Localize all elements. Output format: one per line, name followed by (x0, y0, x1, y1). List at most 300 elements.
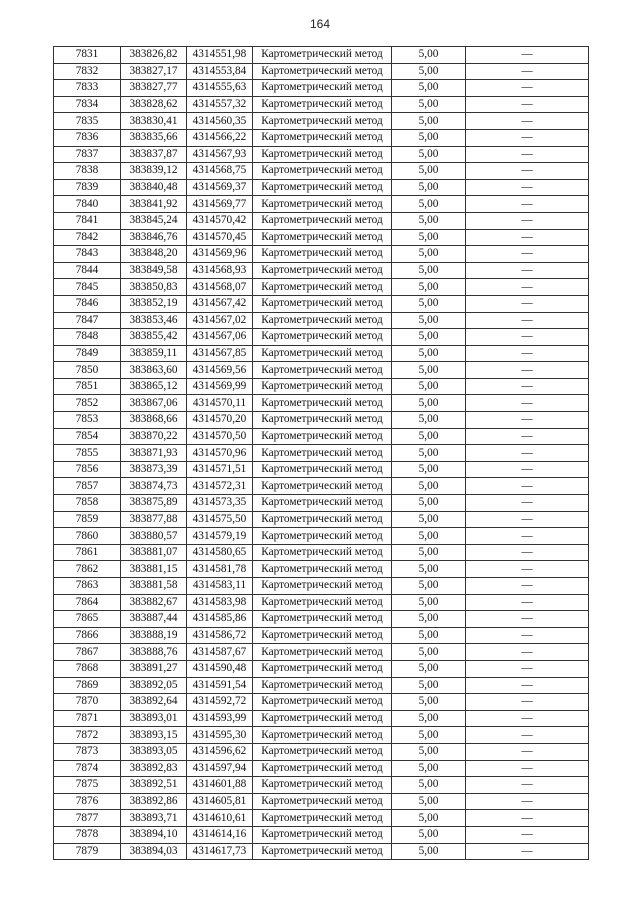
accuracy-cell: 5,00 (392, 793, 466, 810)
x-coordinate-cell: 383840,48 (121, 179, 187, 196)
point-number-cell: 7858 (54, 495, 121, 512)
x-coordinate-cell: 383871,93 (121, 445, 187, 462)
y-coordinate-cell: 4314569,56 (187, 362, 253, 379)
method-cell: Картометрический метод (253, 810, 392, 827)
point-number-cell: 7843 (54, 246, 121, 263)
accuracy-cell: 5,00 (392, 212, 466, 229)
method-cell: Картометрический метод (253, 445, 392, 462)
table-row (54, 677, 589, 694)
table-row (54, 163, 589, 180)
note-cell: — (466, 47, 589, 64)
table-row (54, 826, 589, 843)
y-coordinate-cell: 4314571,51 (187, 461, 253, 478)
table-row (54, 793, 589, 810)
point-number-cell: 7877 (54, 810, 121, 827)
note-cell: — (466, 295, 589, 312)
note-cell: — (466, 312, 589, 329)
x-coordinate-cell: 383827,17 (121, 63, 187, 80)
table-row (54, 578, 589, 595)
accuracy-cell: 5,00 (392, 163, 466, 180)
note-cell: — (466, 627, 589, 644)
method-cell: Картометрический метод (253, 262, 392, 279)
method-cell: Картометрический метод (253, 163, 392, 180)
table-row (54, 528, 589, 545)
accuracy-cell: 5,00 (392, 710, 466, 727)
note-cell: — (466, 113, 589, 130)
note-cell: — (466, 826, 589, 843)
y-coordinate-cell: 4314553,84 (187, 63, 253, 80)
method-cell: Картометрический метод (253, 246, 392, 263)
point-number-cell: 7840 (54, 196, 121, 213)
method-cell: Картометрический метод (253, 461, 392, 478)
x-coordinate-cell: 383850,83 (121, 279, 187, 296)
accuracy-cell: 5,00 (392, 578, 466, 595)
x-coordinate-cell: 383892,51 (121, 777, 187, 794)
x-coordinate-cell: 383826,82 (121, 47, 187, 64)
method-cell: Картометрический метод (253, 129, 392, 146)
point-number-cell: 7861 (54, 544, 121, 561)
table-row (54, 96, 589, 113)
point-number-cell: 7852 (54, 395, 121, 412)
table-row (54, 329, 589, 346)
note-cell: — (466, 710, 589, 727)
accuracy-cell: 5,00 (392, 96, 466, 113)
method-cell: Картометрический метод (253, 644, 392, 661)
accuracy-cell: 5,00 (392, 544, 466, 561)
table-row (54, 229, 589, 246)
x-coordinate-cell: 383827,77 (121, 80, 187, 97)
table-row (54, 312, 589, 329)
point-number-cell: 7851 (54, 378, 121, 395)
point-number-cell: 7848 (54, 329, 121, 346)
accuracy-cell: 5,00 (392, 179, 466, 196)
y-coordinate-cell: 4314583,98 (187, 594, 253, 611)
y-coordinate-cell: 4314595,30 (187, 727, 253, 744)
point-number-cell: 7832 (54, 63, 121, 80)
x-coordinate-cell: 383888,76 (121, 644, 187, 661)
y-coordinate-cell: 4314596,62 (187, 743, 253, 760)
accuracy-cell: 5,00 (392, 362, 466, 379)
y-coordinate-cell: 4314567,85 (187, 345, 253, 362)
note-cell: — (466, 146, 589, 163)
method-cell: Картометрический метод (253, 329, 392, 346)
table-row (54, 495, 589, 512)
table-row (54, 743, 589, 760)
note-cell: — (466, 428, 589, 445)
x-coordinate-cell: 383892,86 (121, 793, 187, 810)
y-coordinate-cell: 4314570,11 (187, 395, 253, 412)
point-number-cell: 7873 (54, 743, 121, 760)
table-row (54, 478, 589, 495)
table-row (54, 511, 589, 528)
y-coordinate-cell: 4314614,16 (187, 826, 253, 843)
accuracy-cell: 5,00 (392, 694, 466, 711)
note-cell: — (466, 445, 589, 462)
method-cell: Картометрический метод (253, 611, 392, 628)
note-cell: — (466, 727, 589, 744)
note-cell: — (466, 694, 589, 711)
accuracy-cell: 5,00 (392, 113, 466, 130)
method-cell: Картометрический метод (253, 345, 392, 362)
note-cell: — (466, 660, 589, 677)
table-row (54, 611, 589, 628)
point-number-cell: 7869 (54, 677, 121, 694)
y-coordinate-cell: 4314585,86 (187, 611, 253, 628)
accuracy-cell: 5,00 (392, 743, 466, 760)
accuracy-cell: 5,00 (392, 727, 466, 744)
note-cell: — (466, 378, 589, 395)
point-number-cell: 7876 (54, 793, 121, 810)
x-coordinate-cell: 383867,06 (121, 395, 187, 412)
x-coordinate-cell: 383859,11 (121, 345, 187, 362)
note-cell: — (466, 810, 589, 827)
note-cell: — (466, 80, 589, 97)
table-row (54, 378, 589, 395)
y-coordinate-cell: 4314567,93 (187, 146, 253, 163)
method-cell: Картометрический метод (253, 47, 392, 64)
y-coordinate-cell: 4314587,67 (187, 644, 253, 661)
note-cell: — (466, 594, 589, 611)
accuracy-cell: 5,00 (392, 511, 466, 528)
method-cell: Картометрический метод (253, 495, 392, 512)
y-coordinate-cell: 4314557,32 (187, 96, 253, 113)
table-row (54, 594, 589, 611)
point-number-cell: 7841 (54, 212, 121, 229)
page-number: 164 (309, 17, 331, 31)
accuracy-cell: 5,00 (392, 478, 466, 495)
x-coordinate-cell: 383830,41 (121, 113, 187, 130)
table-row (54, 212, 589, 229)
note-cell: — (466, 196, 589, 213)
table-row (54, 262, 589, 279)
y-coordinate-cell: 4314617,73 (187, 843, 253, 860)
point-number-cell: 7849 (54, 345, 121, 362)
note-cell: — (466, 760, 589, 777)
method-cell: Картометрический метод (253, 843, 392, 860)
method-cell: Картометрический метод (253, 727, 392, 744)
y-coordinate-cell: 4314605,81 (187, 793, 253, 810)
method-cell: Картометрический метод (253, 212, 392, 229)
point-number-cell: 7846 (54, 295, 121, 312)
note-cell: — (466, 461, 589, 478)
y-coordinate-cell: 4314555,63 (187, 80, 253, 97)
accuracy-cell: 5,00 (392, 611, 466, 628)
table-row (54, 428, 589, 445)
note-cell: — (466, 129, 589, 146)
method-cell: Картометрический метод (253, 412, 392, 429)
x-coordinate-cell: 383845,24 (121, 212, 187, 229)
method-cell: Картометрический метод (253, 279, 392, 296)
point-number-cell: 7860 (54, 528, 121, 545)
note-cell: — (466, 544, 589, 561)
note-cell: — (466, 329, 589, 346)
x-coordinate-cell: 383887,44 (121, 611, 187, 628)
table-row (54, 129, 589, 146)
accuracy-cell: 5,00 (392, 395, 466, 412)
x-coordinate-cell: 383839,12 (121, 163, 187, 180)
note-cell: — (466, 478, 589, 495)
table-row (54, 561, 589, 578)
x-coordinate-cell: 383893,71 (121, 810, 187, 827)
y-coordinate-cell: 4314570,45 (187, 229, 253, 246)
y-coordinate-cell: 4314568,93 (187, 262, 253, 279)
method-cell: Картометрический метод (253, 295, 392, 312)
method-cell: Картометрический метод (253, 428, 392, 445)
method-cell: Картометрический метод (253, 63, 392, 80)
note-cell: — (466, 561, 589, 578)
x-coordinate-cell: 383855,42 (121, 329, 187, 346)
table-row (54, 47, 589, 64)
accuracy-cell: 5,00 (392, 810, 466, 827)
note-cell: — (466, 212, 589, 229)
table-row (54, 412, 589, 429)
point-number-cell: 7833 (54, 80, 121, 97)
note-cell: — (466, 793, 589, 810)
table-row (54, 80, 589, 97)
point-number-cell: 7870 (54, 694, 121, 711)
point-number-cell: 7859 (54, 511, 121, 528)
note-cell: — (466, 163, 589, 180)
table-row (54, 544, 589, 561)
method-cell: Картометрический метод (253, 179, 392, 196)
x-coordinate-cell: 383882,67 (121, 594, 187, 611)
y-coordinate-cell: 4314572,31 (187, 478, 253, 495)
x-coordinate-cell: 383852,19 (121, 295, 187, 312)
note-cell: — (466, 345, 589, 362)
y-coordinate-cell: 4314570,20 (187, 412, 253, 429)
x-coordinate-cell: 383880,57 (121, 528, 187, 545)
y-coordinate-cell: 4314570,96 (187, 445, 253, 462)
method-cell: Картометрический метод (253, 113, 392, 130)
method-cell: Картометрический метод (253, 378, 392, 395)
method-cell: Картометрический метод (253, 777, 392, 794)
accuracy-cell: 5,00 (392, 644, 466, 661)
table-row (54, 710, 589, 727)
y-coordinate-cell: 4314566,22 (187, 129, 253, 146)
accuracy-cell: 5,00 (392, 445, 466, 462)
y-coordinate-cell: 4314569,99 (187, 378, 253, 395)
note-cell: — (466, 262, 589, 279)
accuracy-cell: 5,00 (392, 777, 466, 794)
x-coordinate-cell: 383828,62 (121, 96, 187, 113)
x-coordinate-cell: 383873,39 (121, 461, 187, 478)
y-coordinate-cell: 4314610,61 (187, 810, 253, 827)
y-coordinate-cell: 4314567,02 (187, 312, 253, 329)
table-row (54, 63, 589, 80)
y-coordinate-cell: 4314593,99 (187, 710, 253, 727)
y-coordinate-cell: 4314591,54 (187, 677, 253, 694)
accuracy-cell: 5,00 (392, 80, 466, 97)
y-coordinate-cell: 4314568,07 (187, 279, 253, 296)
note-cell: — (466, 179, 589, 196)
y-coordinate-cell: 4314570,50 (187, 428, 253, 445)
table-row (54, 295, 589, 312)
accuracy-cell: 5,00 (392, 345, 466, 362)
accuracy-cell: 5,00 (392, 760, 466, 777)
y-coordinate-cell: 4314592,72 (187, 694, 253, 711)
x-coordinate-cell: 383868,66 (121, 412, 187, 429)
accuracy-cell: 5,00 (392, 627, 466, 644)
method-cell: Картометрический метод (253, 312, 392, 329)
note-cell: — (466, 528, 589, 545)
point-number-cell: 7865 (54, 611, 121, 628)
accuracy-cell: 5,00 (392, 262, 466, 279)
x-coordinate-cell: 383837,87 (121, 146, 187, 163)
table-row (54, 345, 589, 362)
point-number-cell: 7878 (54, 826, 121, 843)
note-cell: — (466, 246, 589, 263)
point-number-cell: 7856 (54, 461, 121, 478)
method-cell: Картометрический метод (253, 793, 392, 810)
table-row (54, 179, 589, 196)
note-cell: — (466, 511, 589, 528)
y-coordinate-cell: 4314601,88 (187, 777, 253, 794)
point-number-cell: 7875 (54, 777, 121, 794)
point-number-cell: 7874 (54, 760, 121, 777)
note-cell: — (466, 843, 589, 860)
x-coordinate-cell: 383888,19 (121, 627, 187, 644)
table-row (54, 362, 589, 379)
y-coordinate-cell: 4314581,78 (187, 561, 253, 578)
table-row (54, 627, 589, 644)
accuracy-cell: 5,00 (392, 312, 466, 329)
point-number-cell: 7850 (54, 362, 121, 379)
accuracy-cell: 5,00 (392, 594, 466, 611)
point-number-cell: 7844 (54, 262, 121, 279)
point-number-cell: 7836 (54, 129, 121, 146)
accuracy-cell: 5,00 (392, 677, 466, 694)
note-cell: — (466, 611, 589, 628)
y-coordinate-cell: 4314590,48 (187, 660, 253, 677)
accuracy-cell: 5,00 (392, 295, 466, 312)
point-number-cell: 7871 (54, 710, 121, 727)
y-coordinate-cell: 4314569,96 (187, 246, 253, 263)
method-cell: Картометрический метод (253, 578, 392, 595)
accuracy-cell: 5,00 (392, 146, 466, 163)
x-coordinate-cell: 383892,64 (121, 694, 187, 711)
method-cell: Картометрический метод (253, 594, 392, 611)
point-number-cell: 7866 (54, 627, 121, 644)
x-coordinate-cell: 383881,58 (121, 578, 187, 595)
table-row (54, 843, 589, 860)
table-row (54, 810, 589, 827)
note-cell: — (466, 644, 589, 661)
method-cell: Картометрический метод (253, 146, 392, 163)
accuracy-cell: 5,00 (392, 528, 466, 545)
y-coordinate-cell: 4314579,19 (187, 528, 253, 545)
x-coordinate-cell: 383894,10 (121, 826, 187, 843)
point-number-cell: 7868 (54, 660, 121, 677)
note-cell: — (466, 279, 589, 296)
x-coordinate-cell: 383874,73 (121, 478, 187, 495)
accuracy-cell: 5,00 (392, 47, 466, 64)
x-coordinate-cell: 383894,03 (121, 843, 187, 860)
note-cell: — (466, 395, 589, 412)
y-coordinate-cell: 4314575,50 (187, 511, 253, 528)
method-cell: Картометрический метод (253, 80, 392, 97)
note-cell: — (466, 96, 589, 113)
x-coordinate-cell: 383881,07 (121, 544, 187, 561)
accuracy-cell: 5,00 (392, 129, 466, 146)
y-coordinate-cell: 4314568,75 (187, 163, 253, 180)
x-coordinate-cell: 383841,92 (121, 196, 187, 213)
point-number-cell: 7839 (54, 179, 121, 196)
coordinates-table (53, 46, 589, 860)
x-coordinate-cell: 383835,66 (121, 129, 187, 146)
point-number-cell: 7864 (54, 594, 121, 611)
table-row (54, 146, 589, 163)
x-coordinate-cell: 383881,15 (121, 561, 187, 578)
method-cell: Картометрический метод (253, 677, 392, 694)
table-row (54, 113, 589, 130)
table-row (54, 727, 589, 744)
table-row (54, 777, 589, 794)
table-row (54, 246, 589, 263)
method-cell: Картометрический метод (253, 196, 392, 213)
point-number-cell: 7838 (54, 163, 121, 180)
y-coordinate-cell: 4314569,37 (187, 179, 253, 196)
accuracy-cell: 5,00 (392, 660, 466, 677)
point-number-cell: 7834 (54, 96, 121, 113)
y-coordinate-cell: 4314586,72 (187, 627, 253, 644)
table-row (54, 644, 589, 661)
accuracy-cell: 5,00 (392, 843, 466, 860)
x-coordinate-cell: 383846,76 (121, 229, 187, 246)
y-coordinate-cell: 4314567,42 (187, 295, 253, 312)
x-coordinate-cell: 383853,46 (121, 312, 187, 329)
table-row (54, 660, 589, 677)
point-number-cell: 7845 (54, 279, 121, 296)
x-coordinate-cell: 383848,20 (121, 246, 187, 263)
point-number-cell: 7837 (54, 146, 121, 163)
method-cell: Картометрический метод (253, 544, 392, 561)
x-coordinate-cell: 383892,83 (121, 760, 187, 777)
y-coordinate-cell: 4314580,65 (187, 544, 253, 561)
x-coordinate-cell: 383870,22 (121, 428, 187, 445)
accuracy-cell: 5,00 (392, 412, 466, 429)
point-number-cell: 7867 (54, 644, 121, 661)
note-cell: — (466, 677, 589, 694)
table-row (54, 395, 589, 412)
table-row (54, 279, 589, 296)
method-cell: Картометрический метод (253, 229, 392, 246)
accuracy-cell: 5,00 (392, 461, 466, 478)
x-coordinate-cell: 383892,05 (121, 677, 187, 694)
method-cell: Картометрический метод (253, 694, 392, 711)
point-number-cell: 7831 (54, 47, 121, 64)
x-coordinate-cell: 383893,01 (121, 710, 187, 727)
accuracy-cell: 5,00 (392, 229, 466, 246)
y-coordinate-cell: 4314569,77 (187, 196, 253, 213)
accuracy-cell: 5,00 (392, 561, 466, 578)
method-cell: Картометрический метод (253, 395, 392, 412)
method-cell: Картометрический метод (253, 528, 392, 545)
x-coordinate-cell: 383865,12 (121, 378, 187, 395)
point-number-cell: 7872 (54, 727, 121, 744)
method-cell: Картометрический метод (253, 96, 392, 113)
note-cell: — (466, 578, 589, 595)
table-row (54, 445, 589, 462)
point-number-cell: 7842 (54, 229, 121, 246)
x-coordinate-cell: 383863,60 (121, 362, 187, 379)
point-number-cell: 7857 (54, 478, 121, 495)
note-cell: — (466, 743, 589, 760)
method-cell: Картометрический метод (253, 478, 392, 495)
x-coordinate-cell: 383893,15 (121, 727, 187, 744)
method-cell: Картометрический метод (253, 743, 392, 760)
accuracy-cell: 5,00 (392, 826, 466, 843)
note-cell: — (466, 229, 589, 246)
